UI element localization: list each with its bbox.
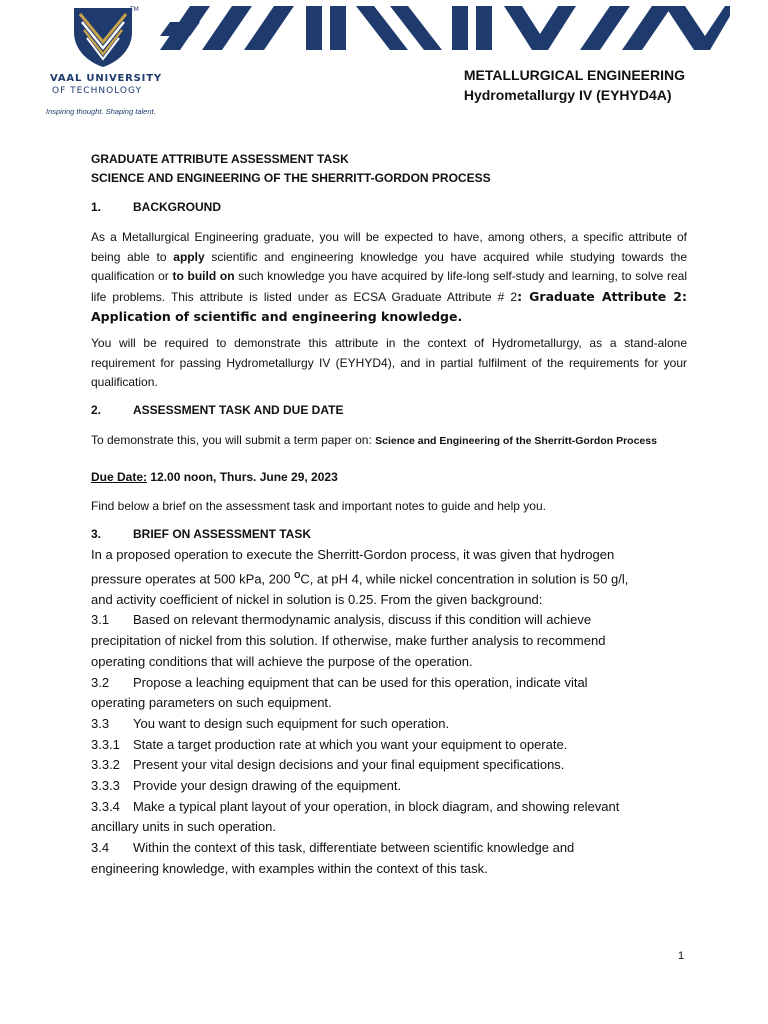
section-2-heading [91,403,343,417]
due-date-label: Due Date: [91,470,148,484]
task-subitem [91,755,691,776]
task-number: 3.2 [91,674,110,690]
section-1-paragraph-2: You will be required to demonstrate this attribute in the context of Hydrometallurgy, as a stand-alone requirement for passing Hydrometallurgy IV (EYHYD4), and in partial fulfilment of the requirements for your qualification. [91,336,687,389]
page-number: 1 [678,950,685,962]
task-number: 3.3.2 [91,757,120,773]
section-2-paragraph-2: Find below a brief on the assessment task and important notes to guide and help you. [91,499,546,513]
section-2-paragraph-1 [91,431,687,452]
task-item [91,714,691,735]
task-text: State a target production rate at which you want your equipment to operate. [133,736,568,752]
course-name: Hydrometallurgy IV (EYHYD4A) [463,87,672,103]
task-subitem [91,735,691,756]
task-text: Propose a leaching equipment that can be used for this operation, indicate vital [133,674,588,690]
task-item-continued: operating conditions that will achieve the purpose of the operation. [91,653,473,669]
due-date-value: 12.00 noon, Thurs. June 29, 2023 [147,470,338,484]
task-item-continued: engineering knowledge, with examples within the context of this task. [91,860,488,876]
task-text: Based on relevant thermodynamic analysis, discuss if this condition will achieve [133,612,592,628]
department-name: METALLURGICAL ENGINEERING [463,67,685,83]
text-run: such knowledge you have acquired by life-long self-study and learning, to solve real life problems. This attribute is listed under as ECSA Graduate Attribute # 2 [91,269,687,304]
term-paper-topic: Science and Engineering of the Sherritt-Gordon Process [375,435,657,447]
task-item [91,673,691,694]
section-3-heading [91,527,311,541]
section-title: BACKGROUND [133,200,221,214]
due-date-line [91,468,687,488]
section-number: 3. [91,527,102,541]
logo-trademark: TM [130,6,139,13]
graduate-attribute-text: : Graduate Attribute 2: Application of scientific and engineering knowledge. [91,288,688,324]
text-run: To demonstrate this, you will submit a term paper on: [91,433,376,447]
task-item [91,610,691,631]
task-number: 3.3 [91,715,110,731]
task-number: 3.3.1 [91,736,120,752]
section-3-brief [91,545,691,880]
section-number: 1. [91,200,102,214]
brief-intro-line: and activity coefficient of nickel in solution is 0.25. From the given background: [91,591,543,607]
university-tagline: Inspiring thought. Shaping talent. [46,107,156,116]
task-text: Present your vital design decisions and your final equipment specifications. [133,757,565,773]
section-title: ASSESSMENT TASK AND DUE DATE [133,403,344,417]
task-subitem [91,797,691,818]
text-run: As a Metallurgical Engineering graduate, you will be expected to have, among others, a specific attribute of being able to [91,230,687,264]
task-item-continued: precipitation of nickel from this solution. If otherwise, make further analysis to recommend [91,633,606,649]
task-text: You want to design such equipment for such operation. [133,715,450,731]
text-run: scientific and engineering knowledge you have acquired while studying towards the qualification or [91,249,688,283]
university-subname: OF TECHNOLOGY [52,86,142,96]
header-banner-pattern-icon [160,6,730,50]
document-title-line1: GRADUATE ATTRIBUTE ASSESSMENT TASK [91,152,349,166]
degree-superscript: O [294,570,301,580]
section-1-paragraph-1 [91,228,687,328]
task-item-continued: operating parameters on such equipment. [91,695,332,711]
document-title-line2: SCIENCE AND ENGINEERING OF THE SHERRITT-GORDON PROCESS [91,171,491,185]
task-number: 3.1 [91,612,110,628]
task-item [91,838,691,859]
text-run-bold: apply [173,249,205,264]
section-number: 2. [91,403,102,417]
brief-intro-line [91,566,691,590]
task-number: 3.3.4 [91,798,120,814]
text-run-bold: to build on [172,269,235,283]
section-title: BRIEF ON ASSESSMENT TASK [133,527,312,541]
task-text: Within the context of this task, differentiate between scientific knowledge and [133,840,575,856]
text-run: pressure operates at 500 kPa, 200 [91,571,295,587]
task-number: 3.4 [91,840,110,856]
section-1-heading [91,200,221,214]
brief-intro-line: In a proposed operation to execute the Sherritt-Gordon process, it was given that hydrogen [91,547,615,562]
task-number: 3.3.3 [91,778,120,794]
course-header [464,65,685,105]
task-text: Make a typical plant layout of your operation, in block diagram, and showing relevant [133,798,620,814]
text-run: C, at pH 4, while nickel concentration in solution is 50 g/l, [300,571,629,587]
task-subitem [91,776,691,797]
task-text: Provide your design drawing of the equipment. [133,778,402,794]
university-name: VAAL UNIVERSITY [50,73,162,84]
task-item-continued: ancillary units in such operation. [91,819,276,835]
university-logo-icon [70,6,136,68]
